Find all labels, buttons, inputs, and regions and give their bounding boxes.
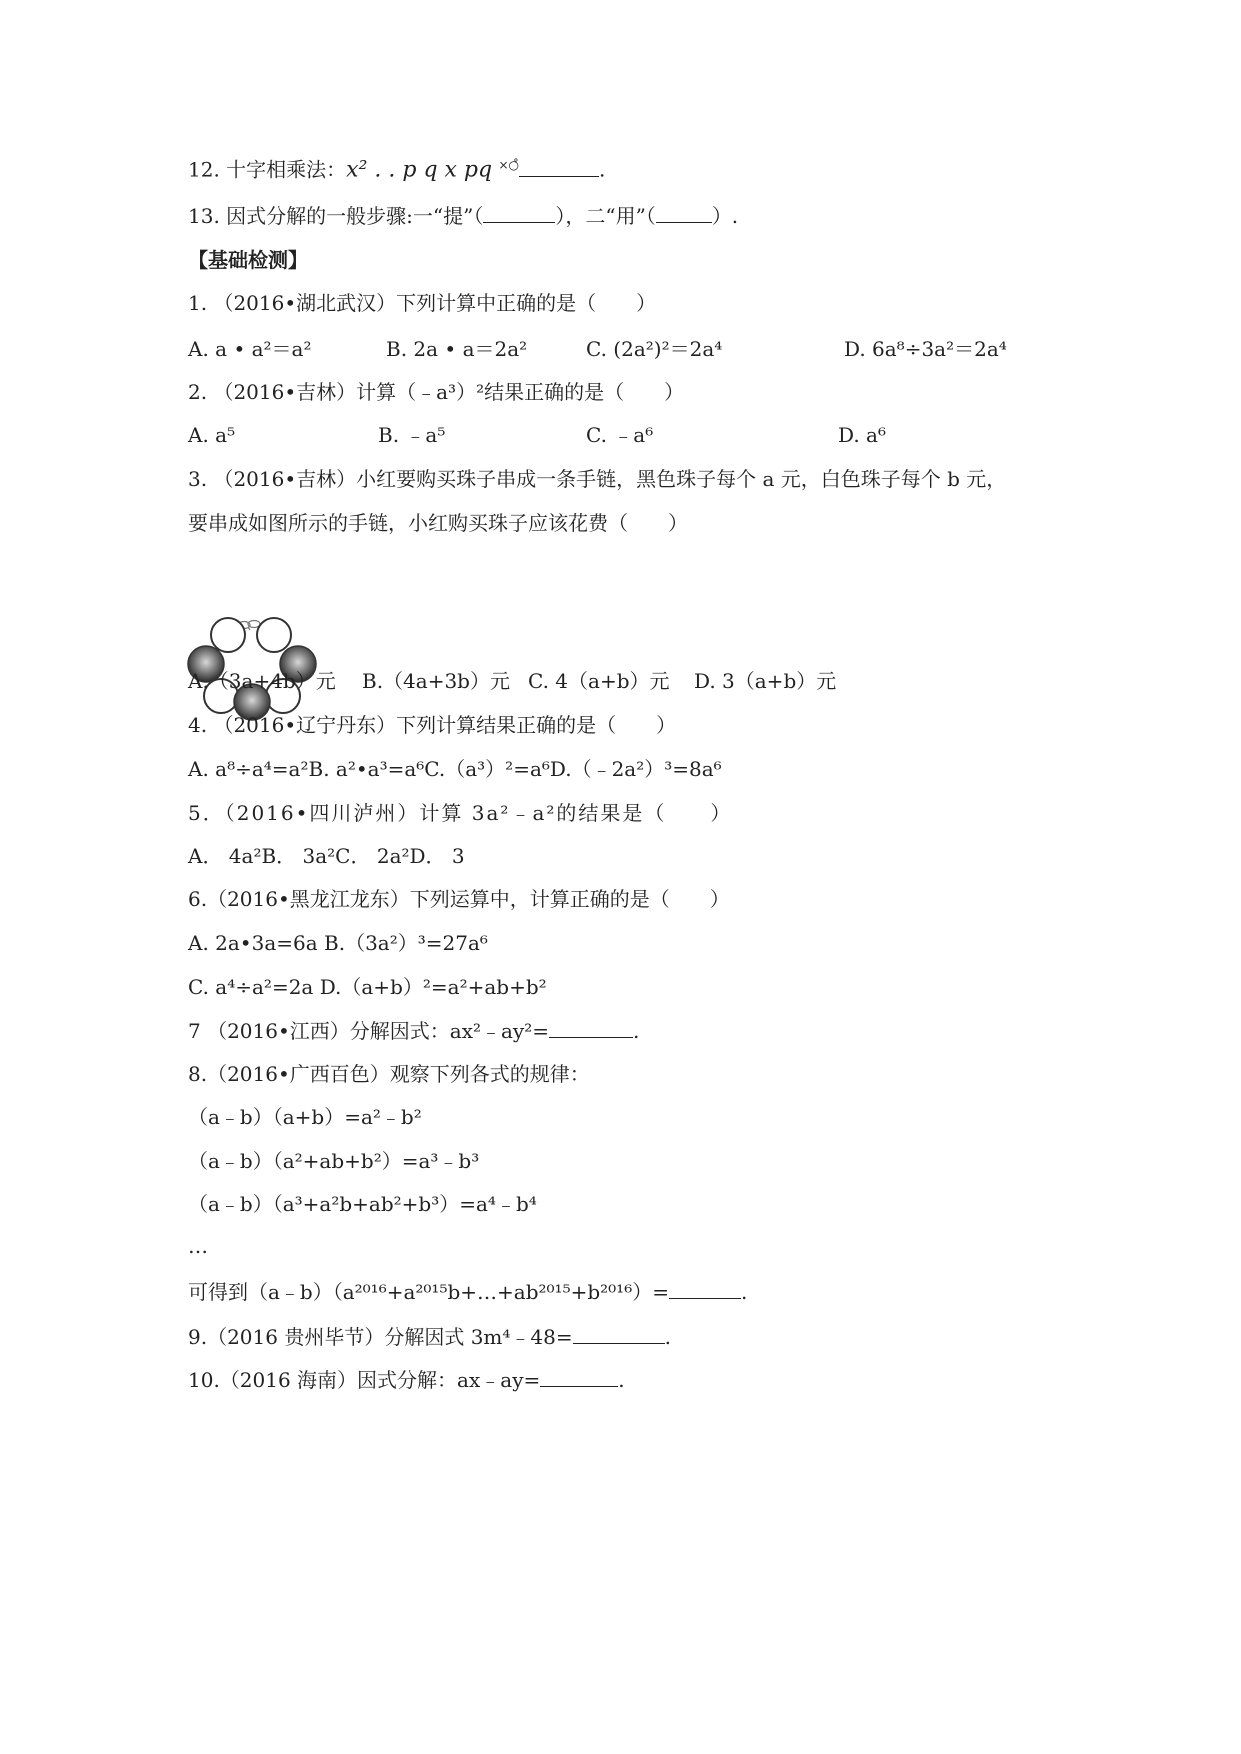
q8-result-prefix: 可得到（a﹣b）（a²⁰¹⁶+a²⁰¹⁵b+…+ab²⁰¹⁵+b²⁰¹⁶）= — [188, 1280, 669, 1304]
bracelet-figure — [186, 612, 336, 722]
question-9 — [188, 1324, 671, 1350]
q4-stem: 4. （2016•辽宁丹东）下列计算结果正确的是（ ） — [188, 713, 677, 737]
q2-option-b: B. ﹣a⁵ — [378, 423, 446, 447]
q9-stem: 9.（2016 贵州毕节）分解因式 3m⁴﹣48= — [188, 1325, 573, 1349]
q12-formula: x² . . p q x pq — [346, 157, 493, 183]
question-10 — [188, 1367, 625, 1393]
white-bead — [257, 618, 291, 652]
q13-part1: 13. 因式分解的一般步骤:一“提”（ — [188, 204, 484, 228]
q3-stem-line1: 3. （2016•吉林）小红要购买珠子串成一条手链，黑色珠子每个 a 元，白色珠子每个 b 元， — [188, 467, 1007, 491]
q3-option-a: A.（3a+4b）元 — [188, 669, 336, 693]
q8-stem: 8.（2016•广西百色）观察下列各式的规律： — [188, 1062, 590, 1086]
q13-blank-2 — [656, 222, 712, 223]
q6-options-line1: A. 2a•3a=6a B.（3a²）³=27a⁶ — [188, 931, 488, 955]
q1-option-a: A. a • a²＝a² — [188, 337, 312, 361]
q12-prefix: 12. 十字相乘法： — [188, 157, 347, 182]
q10-tail: . — [618, 1368, 625, 1392]
q8-row-ellipsis: … — [188, 1234, 208, 1258]
q7-stem: 7 （2016•江西）分解因式：ax²﹣ay²= — [188, 1019, 549, 1043]
q8-row-1: （a﹣b）（a+b）=a²﹣b² — [188, 1105, 422, 1129]
q10-blank — [540, 1386, 618, 1387]
q5-options: A． 4a²B． 3a²C． 2a²D． 3 — [188, 844, 465, 868]
q6-stem: 6.（2016•黑龙江龙东）下列运算中，计算正确的是（ ） — [188, 887, 730, 911]
q12-blank — [519, 176, 599, 177]
q13-blank-1 — [483, 222, 555, 223]
question-7 — [188, 1018, 639, 1044]
white-bead — [211, 618, 245, 652]
q6-options-line2: C. a⁴÷a²=2a D.（a+b）²=a²+ab+b² — [188, 975, 547, 999]
q2-option-a: A. a⁵ — [188, 423, 236, 447]
q8-blank — [669, 1298, 741, 1299]
q2-options — [188, 422, 886, 448]
q13-part2: ），二“用”（ — [555, 204, 656, 228]
section-title: 【基础检测】 — [188, 248, 308, 272]
q12-small-mark: ×○̊ — [498, 158, 519, 172]
q8-row-3: （a﹣b）（a³+a²b+ab²+b³）=a⁴﹣b⁴ — [188, 1192, 537, 1216]
question-13 — [188, 203, 738, 229]
q1-options — [188, 336, 1007, 362]
q3-options — [188, 668, 836, 694]
question-12 — [188, 152, 605, 184]
q13-part3: ）. — [711, 204, 739, 228]
q9-blank — [573, 1343, 665, 1344]
q1-stem: 1. （2016•湖北武汉）下列计算中正确的是（ ） — [188, 291, 657, 315]
q2-option-c: C. ﹣a⁶ — [586, 423, 654, 447]
q2-option-d: D. a⁶ — [838, 423, 886, 447]
q3-option-d: D. 3（a+b）元 — [694, 669, 837, 693]
q5-stem: 5．（2016•四川泸州）计算 3a²﹣a²的结果是（ ） — [188, 801, 733, 825]
q1-option-b: B. 2a • a＝2a² — [386, 337, 528, 361]
q9-tail: . — [664, 1325, 671, 1349]
q1-option-c: C. (2a²)²＝2a⁴ — [586, 337, 723, 361]
q3-stem-line2: 要串成如图所示的手链，小红购买珠子应该花费（ ） — [188, 511, 688, 535]
q3-option-b: B.（4a+3b）元 — [362, 669, 510, 693]
q8-row-2: （a﹣b）（a²+ab+b²）=a³﹣b³ — [188, 1149, 480, 1173]
q12-tail: . — [598, 157, 606, 182]
q10-stem: 10.（2016 海南）因式分解：ax﹣ay= — [188, 1368, 541, 1392]
q7-tail: . — [633, 1019, 640, 1043]
q8-result — [188, 1279, 747, 1305]
q7-blank — [549, 1037, 633, 1038]
q3-option-c: C. 4（a+b）元 — [528, 669, 670, 693]
q2-stem: 2. （2016•吉林）计算（﹣a³）²结果正确的是（ ） — [188, 380, 685, 404]
q4-options: A. a⁸÷a⁴=a²B. a²•a³=a⁶C.（a³）²=a⁶D.（﹣2a²）³=8a⁶ — [188, 757, 722, 781]
q8-tail: . — [740, 1280, 748, 1304]
q1-option-d: D. 6a⁸÷3a²＝2a⁴ — [844, 337, 1007, 361]
